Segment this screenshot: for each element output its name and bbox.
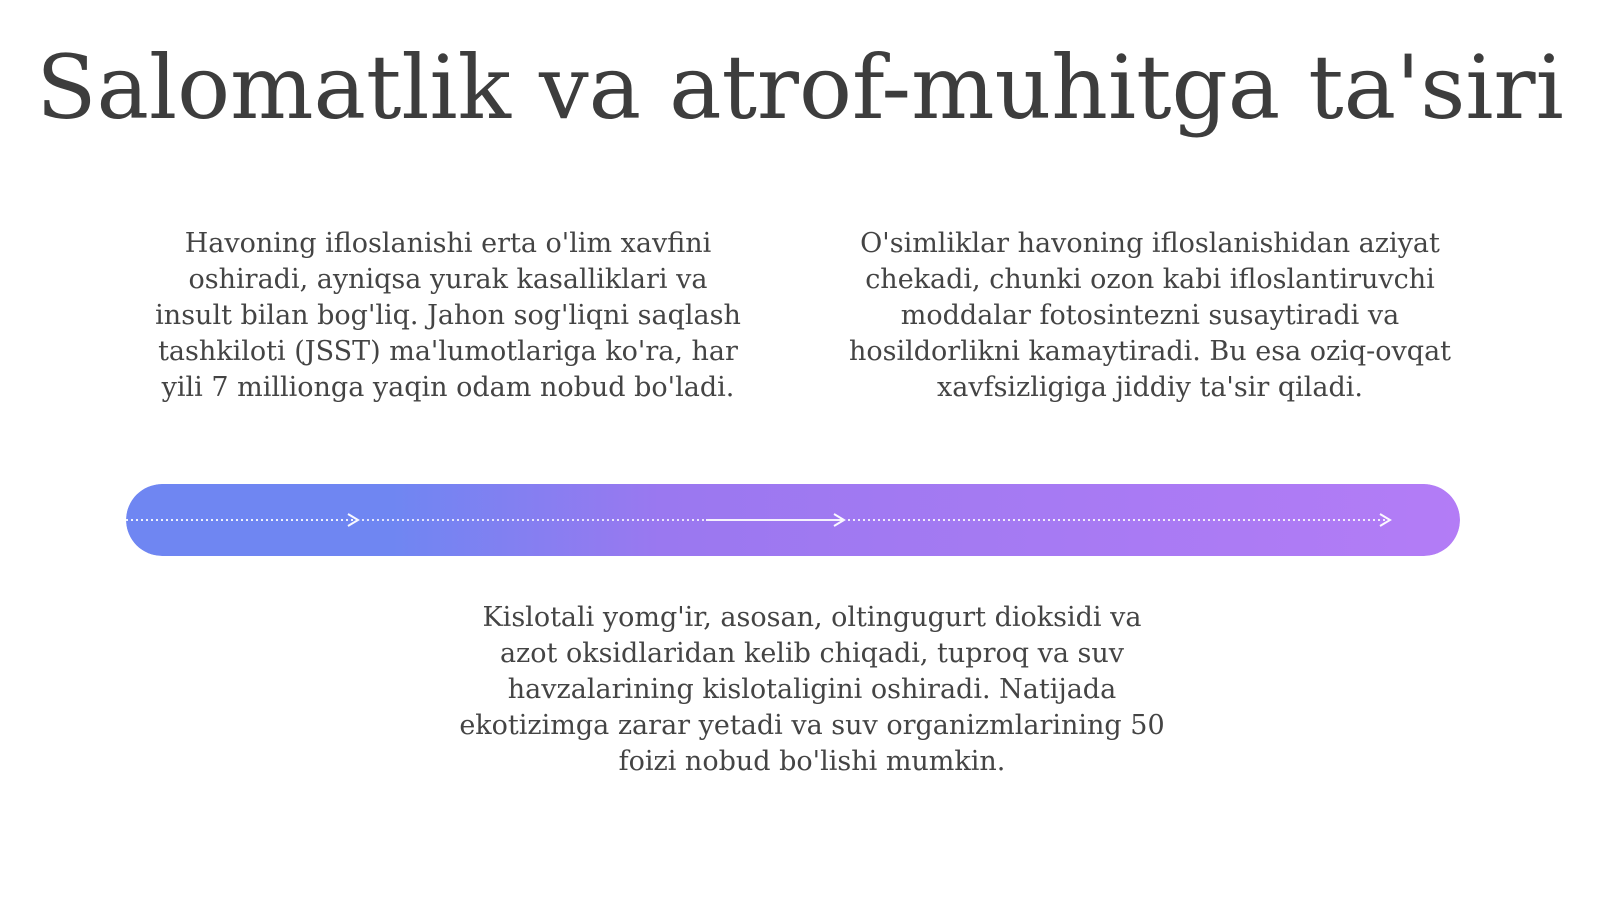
slide-title: Salomatlik va atrof-muhitga ta'siri bbox=[36, 36, 1564, 139]
acid-rain-text: Kislotali yomg'ir, asosan, oltingugurt dioksidi va azot oksidlaridan kelib chiqadi, tuproq va suv havzalarining kislotaligini oshiradi. Natijada ekotizimga zarar yetadi va suv organizmlarining 50 foizi nobud bo'lishi mumkin. bbox=[459, 602, 1165, 777]
timeline-bar bbox=[126, 484, 1460, 556]
health-impact-text: Havoning ifloslanishi erta o'lim xavfini oshiradi, ayniqsa yurak kasalliklari va insult bilan bog'liq. Jahon sog'liqni saqlash tashkiloti (JSST) ma'lumotlariga ko'ra, har yili 7 millionga yaqin odam nobud bo'ladi. bbox=[155, 228, 741, 403]
plant-impact-text: O'simliklar havoning ifloslanishidan aziyat chekadi, chunki ozon kabi ifloslantiruvchi moddalar fotosintezni susaytiradi va hosildorlikni kamaytiradi. Bu esa oziq-ovqat xavfsizligiga jiddiy ta'sir qiladi. bbox=[848, 228, 1452, 403]
timeline-arrows bbox=[126, 484, 1460, 556]
timeline-arrowhead-1 bbox=[348, 514, 358, 526]
